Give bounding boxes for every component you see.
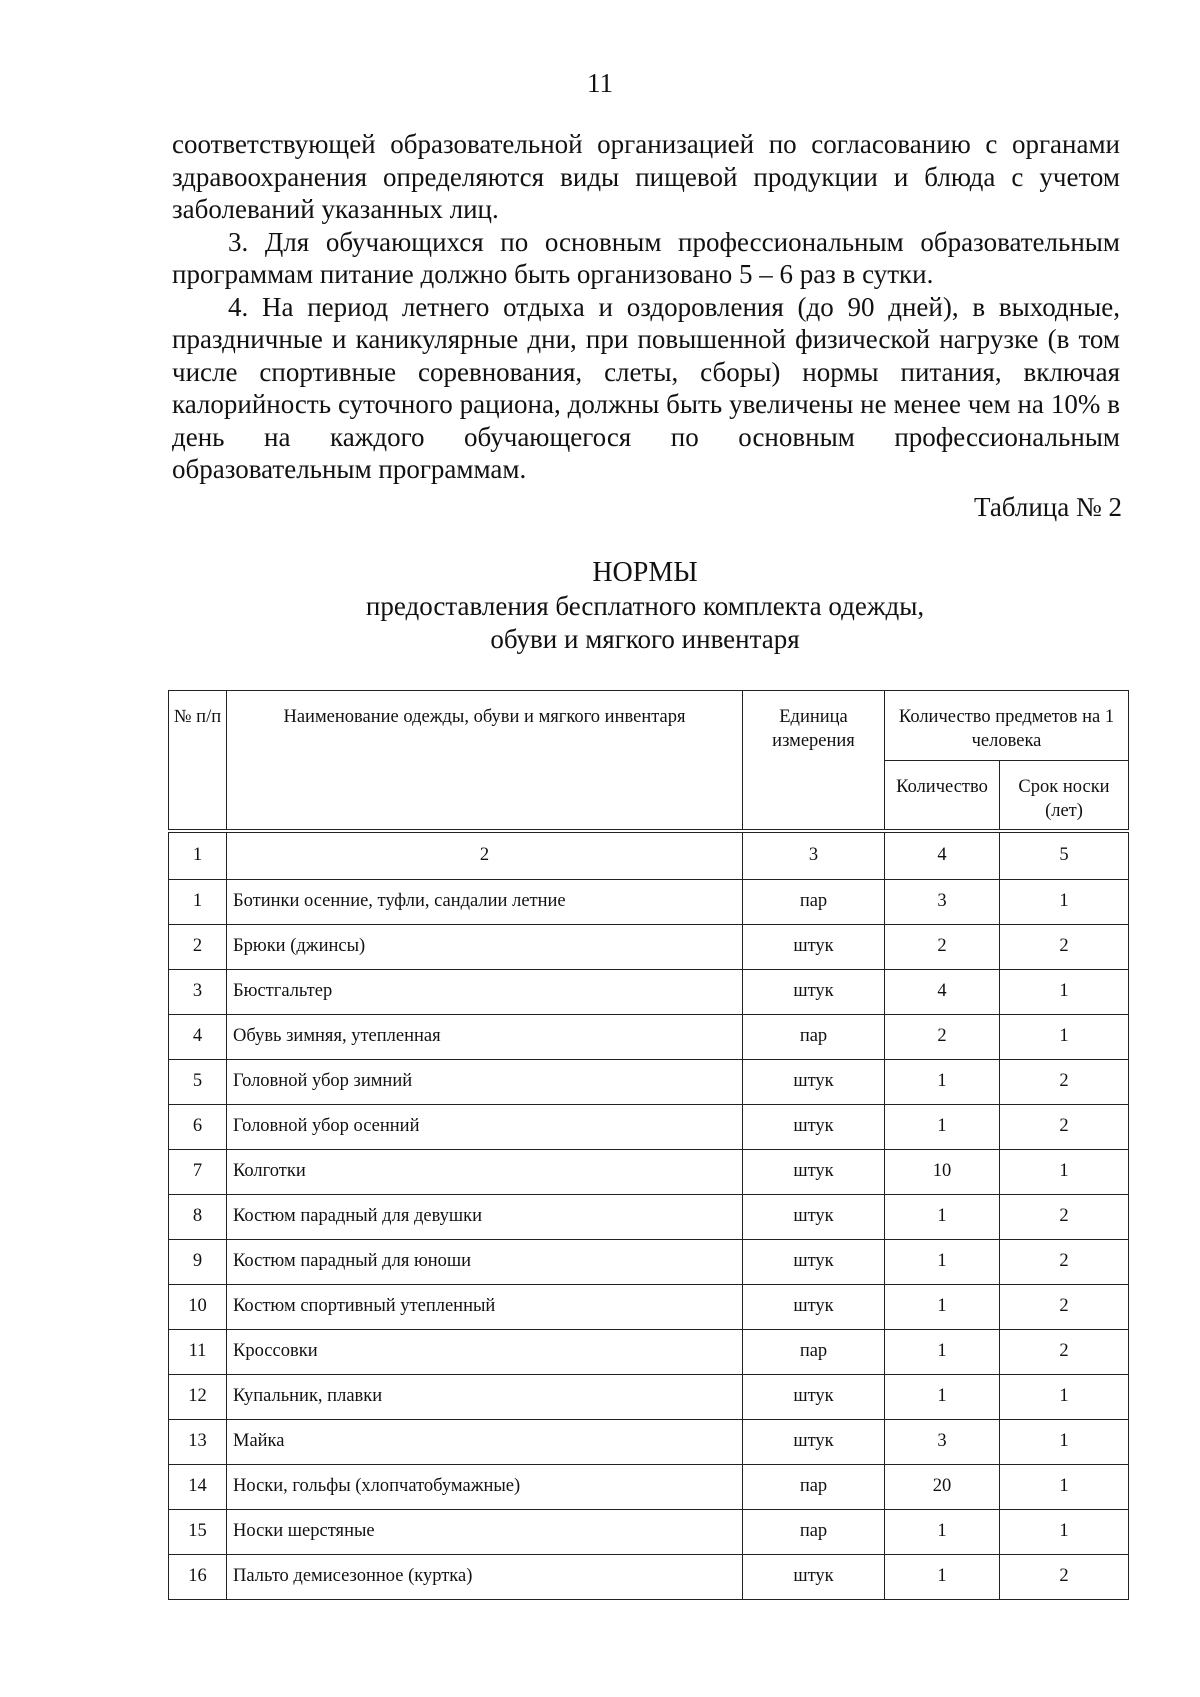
quantity-cell: 4: [885, 969, 1000, 1014]
quantity-cell: 2: [885, 924, 1000, 969]
table-row: [169, 1104, 1129, 1149]
column-number: 5: [1000, 831, 1129, 880]
wear-term-cell: 1: [1000, 1149, 1129, 1194]
table-row: [169, 1149, 1129, 1194]
row-number-cell: 15: [169, 1509, 227, 1554]
row-number-cell: 7: [169, 1149, 227, 1194]
wear-term-cell: 2: [1000, 1329, 1129, 1374]
wear-term-cell: 2: [1000, 1104, 1129, 1149]
row-number-cell: 11: [169, 1329, 227, 1374]
quantity-cell: 3: [885, 879, 1000, 924]
unit-cell: штук: [743, 1374, 885, 1419]
paragraph-4: 4. На период летнего отдыха и оздоровления (до 90 дней), в выходные, праздничные и каникулярные дни, при повышенной физической нагрузке (в том числе спортивные соревнования, слеты, сборы) нормы питания, включая калорийность суточного рациона, должны быть увеличены не менее чем на 10% в день на каждого обучающегося по основным профессиональным образовательным программам.: [172, 291, 1120, 484]
wear-term-cell: 2: [1000, 1284, 1129, 1329]
body-text: [172, 128, 1120, 486]
wear-term-cell: 1: [1000, 1014, 1129, 1059]
row-number-cell: 16: [169, 1554, 227, 1599]
item-name-cell: Носки шерстяные: [227, 1509, 743, 1554]
row-number-cell: 9: [169, 1239, 227, 1284]
item-name-cell: Носки, гольфы (хлопчатобумажные): [227, 1464, 743, 1509]
quantity-cell: 1: [885, 1284, 1000, 1329]
item-name-cell: Костюм парадный для юноши: [227, 1239, 743, 1284]
table-row: [169, 1284, 1129, 1329]
item-name-cell: Костюм парадный для девушки: [227, 1194, 743, 1239]
wear-term-cell: 1: [1000, 1464, 1129, 1509]
unit-cell: пар: [743, 1014, 885, 1059]
quantity-cell: 1: [885, 1239, 1000, 1284]
paragraph-3: 3. Для обучающихся по основным профессиональным образовательным программам питание должно быть организовано 5 – 6 раз в сутки.: [172, 226, 1120, 289]
header-number: № п/п: [169, 691, 227, 831]
item-name-cell: Ботинки осенние, туфли, сандалии летние: [227, 879, 743, 924]
table-row: [169, 1419, 1129, 1464]
unit-cell: пар: [743, 1509, 885, 1554]
table-row: [169, 1374, 1129, 1419]
wear-term-cell: 2: [1000, 924, 1129, 969]
norms-table: [168, 690, 1129, 1600]
unit-cell: штук: [743, 1419, 885, 1464]
unit-cell: пар: [743, 1329, 885, 1374]
row-number-cell: 2: [169, 924, 227, 969]
wear-term-cell: 1: [1000, 1509, 1129, 1554]
quantity-cell: 1: [885, 1374, 1000, 1419]
quantity-cell: 1: [885, 1554, 1000, 1599]
table-row: [169, 1329, 1129, 1374]
unit-cell: штук: [743, 969, 885, 1014]
page-number: 11: [587, 68, 613, 98]
header-unit: Единица измерения: [743, 691, 885, 831]
table-row: [169, 1194, 1129, 1239]
unit-cell: штук: [743, 1239, 885, 1284]
table-row: [169, 1059, 1129, 1104]
wear-term-cell: 1: [1000, 879, 1129, 924]
item-name-cell: Брюки (джинсы): [227, 924, 743, 969]
row-number-cell: 4: [169, 1014, 227, 1059]
header-quantity-group: Количество предметов на 1 человека: [885, 691, 1129, 761]
column-number: 2: [227, 831, 743, 880]
unit-cell: штук: [743, 1104, 885, 1149]
row-number-cell: 14: [169, 1464, 227, 1509]
quantity-cell: 10: [885, 1149, 1000, 1194]
column-numbering-row: [169, 831, 1129, 880]
row-number-cell: 5: [169, 1059, 227, 1104]
table-row: [169, 1239, 1129, 1284]
unit-cell: штук: [743, 1284, 885, 1329]
item-name-cell: Купальник, плавки: [227, 1374, 743, 1419]
table-row: [169, 1554, 1129, 1599]
unit-cell: штук: [743, 1554, 885, 1599]
header-item-name: Наименование одежды, обуви и мягкого инвентаря: [227, 691, 743, 831]
item-name-cell: Бюстгальтер: [227, 969, 743, 1014]
unit-cell: пар: [743, 1464, 885, 1509]
wear-term-cell: 1: [1000, 969, 1129, 1014]
quantity-cell: 2: [885, 1014, 1000, 1059]
table-title-block: [0, 556, 1200, 656]
wear-term-cell: 1: [1000, 1419, 1129, 1464]
quantity-cell: 20: [885, 1464, 1000, 1509]
quantity-cell: 1: [885, 1104, 1000, 1149]
unit-cell: штук: [743, 1194, 885, 1239]
column-number: 1: [169, 831, 227, 880]
item-name-cell: Обувь зимняя, утепленная: [227, 1014, 743, 1059]
quantity-cell: 1: [885, 1509, 1000, 1554]
unit-cell: штук: [743, 1059, 885, 1104]
wear-term-cell: 2: [1000, 1194, 1129, 1239]
quantity-cell: 1: [885, 1194, 1000, 1239]
wear-term-cell: 2: [1000, 1554, 1129, 1599]
header-wear-term: Срок носки (лет): [1000, 761, 1129, 831]
quantity-cell: 1: [885, 1329, 1000, 1374]
row-number-cell: 8: [169, 1194, 227, 1239]
quantity-cell: 1: [885, 1059, 1000, 1104]
item-name-cell: Майка: [227, 1419, 743, 1464]
item-name-cell: Головной убор осенний: [227, 1104, 743, 1149]
row-number-cell: 13: [169, 1419, 227, 1464]
table-subtitle-line-1: предоставления бесплатного комплекта одежды,: [365, 591, 925, 621]
wear-term-cell: 2: [1000, 1239, 1129, 1284]
row-number-cell: 6: [169, 1104, 227, 1149]
quantity-cell: 3: [885, 1419, 1000, 1464]
row-number-cell: 10: [169, 1284, 227, 1329]
wear-term-cell: 1: [1000, 1374, 1129, 1419]
item-name-cell: Головной убор зимний: [227, 1059, 743, 1104]
table-row: [169, 1509, 1129, 1554]
paragraph-continuation: соответствующей образовательной организацией по согласованию с органами здравоохранения определяются виды пищевой продукции и блюда с учетом заболеваний указанных лиц.: [172, 129, 1120, 224]
item-name-cell: Колготки: [227, 1149, 743, 1194]
unit-cell: пар: [743, 879, 885, 924]
item-name-cell: Пальто демисезонное (куртка): [227, 1554, 743, 1599]
row-number-cell: 12: [169, 1374, 227, 1419]
table-row: [169, 1014, 1129, 1059]
item-name-cell: Костюм спортивный утепленный: [227, 1284, 743, 1329]
wear-term-cell: 2: [1000, 1059, 1129, 1104]
item-name-cell: Кроссовки: [227, 1329, 743, 1374]
row-number-cell: 1: [169, 879, 227, 924]
column-number: 3: [743, 831, 885, 880]
unit-cell: штук: [743, 1149, 885, 1194]
column-number: 4: [885, 831, 1000, 880]
unit-cell: штук: [743, 924, 885, 969]
row-number-cell: 3: [169, 969, 227, 1014]
table-reference: Таблица № 2: [974, 492, 1122, 522]
table-subtitle-line-2: обуви и мягкого инвентаря: [490, 624, 800, 654]
table-title: НОРМЫ: [592, 557, 698, 588]
table-row: [169, 879, 1129, 924]
table-row: [169, 1464, 1129, 1509]
header-quantity: Количество: [885, 761, 1000, 831]
table-row: [169, 924, 1129, 969]
table-row: [169, 969, 1129, 1014]
